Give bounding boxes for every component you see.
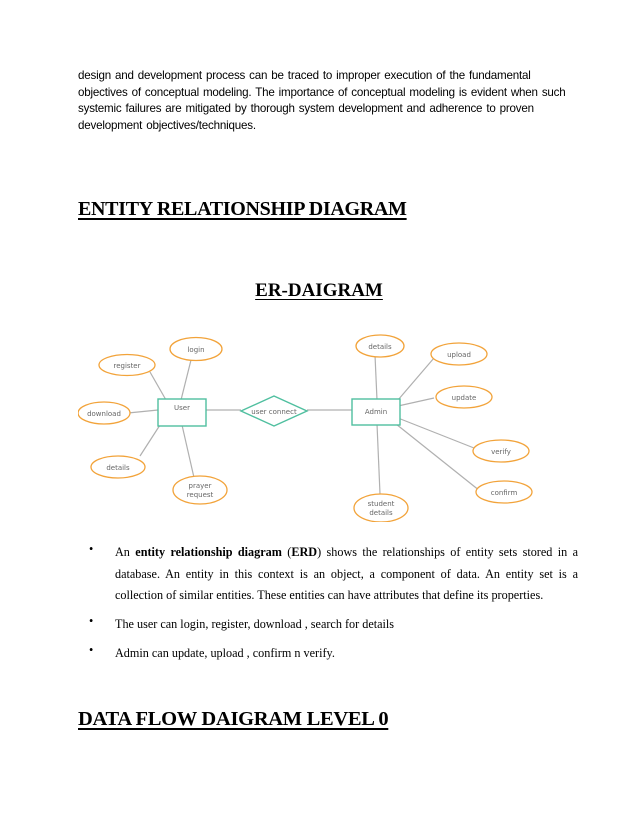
list-item bbox=[78, 614, 578, 636]
erd-term: entity relationship diagram bbox=[135, 545, 282, 559]
label-upload: upload bbox=[447, 351, 471, 359]
attr-student-details-ellipse bbox=[354, 494, 408, 522]
intro-paragraph: design and development process can be traced to improper execution of the fundamental objectives of conceptual modeling. The importance of conceptual modeling is evident when such systemic failures are mitigated by thorough system development and adherence to proven development objectives/techniques. bbox=[78, 69, 566, 132]
label-student-details: details bbox=[369, 509, 393, 517]
bullet-dot: • bbox=[89, 643, 94, 657]
bullet-dot: • bbox=[89, 542, 94, 556]
label-update: update bbox=[451, 394, 477, 402]
label-verify: verify bbox=[491, 448, 511, 456]
er-diagram-heading: ER-DAIGRAM bbox=[255, 280, 383, 301]
user-capabilities: The user can login, register, download , search for details bbox=[115, 616, 395, 631]
erd-acronym: ERD bbox=[291, 545, 318, 559]
bullet-list bbox=[78, 542, 578, 665]
erd-heading: ENTITY RELATIONSHIP DIAGRAM bbox=[78, 198, 407, 220]
attr-prayer-request-ellipse bbox=[173, 476, 227, 504]
admin-capabilities: Admin can update, upload , confirm n verify. bbox=[115, 646, 335, 660]
label-relationship: user connect bbox=[251, 408, 297, 416]
label-admin-details: details bbox=[368, 343, 392, 351]
label-details: details bbox=[106, 464, 130, 472]
label-entity-admin: Admin bbox=[364, 408, 388, 416]
label-prayer: prayer bbox=[188, 482, 212, 490]
label-download: download bbox=[87, 410, 121, 418]
label-login: login bbox=[187, 346, 205, 354]
dfd-heading: DATA FLOW DAIGRAM LEVEL 0 bbox=[78, 708, 389, 730]
label-student: student bbox=[367, 500, 395, 508]
list-item bbox=[78, 542, 578, 607]
list-item bbox=[78, 643, 578, 665]
er-diagram bbox=[78, 330, 558, 522]
label-confirm: confirm bbox=[490, 489, 518, 497]
label-register: register bbox=[113, 362, 141, 370]
bullet-dot: • bbox=[89, 613, 94, 628]
erd-definition: An entity relationship diagram (ERD) shows the relationships of entity sets stored in a database. An entity in this context is an object, a component of data. An entity set is a collection of similar entities. These entities can have attributes that define its properties. bbox=[115, 545, 578, 602]
label-request: request bbox=[186, 491, 214, 499]
label-entity-user: User bbox=[174, 404, 190, 412]
